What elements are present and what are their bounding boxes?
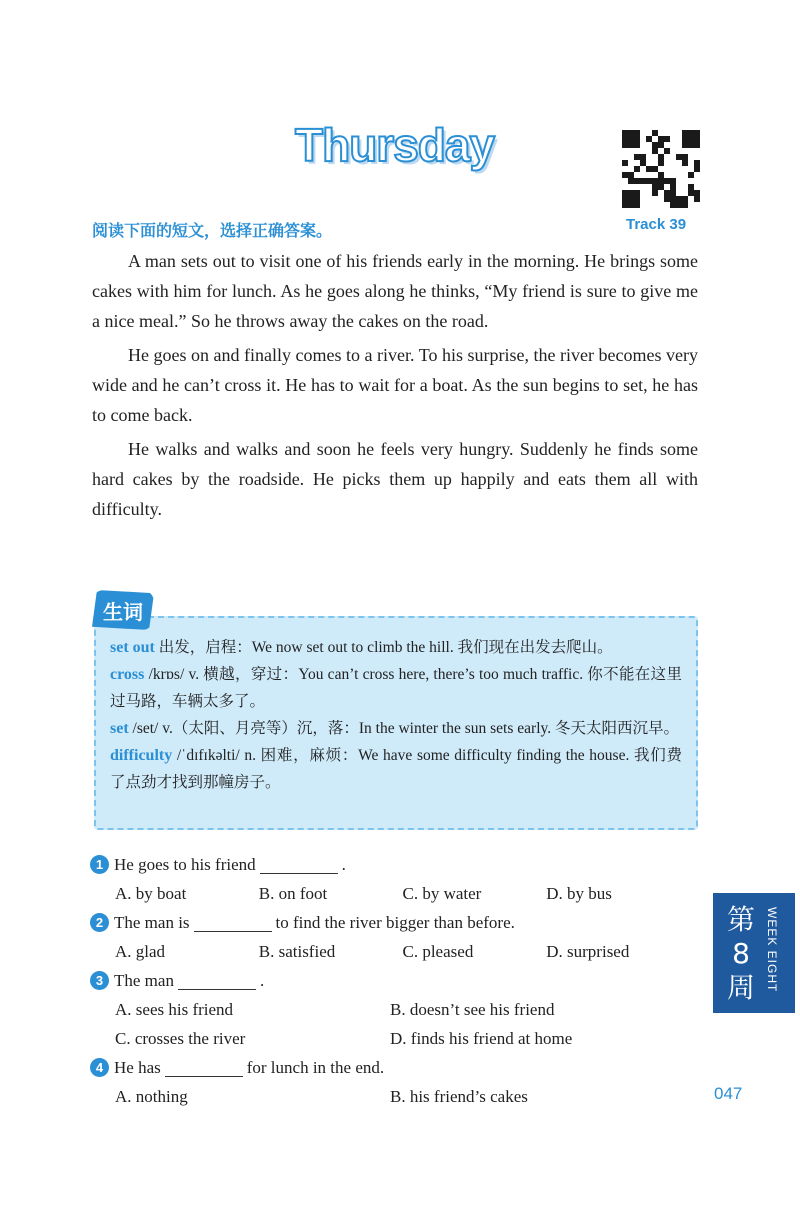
option-a[interactable]: A. sees his friend — [115, 1000, 234, 1019]
qr-code-icon[interactable] — [622, 130, 700, 208]
vocab-term: set out — [110, 639, 155, 656]
option-b[interactable]: B. his friend’s cakes — [390, 1087, 528, 1106]
question-number-badge: 3 — [90, 971, 109, 990]
option-d[interactable]: D. by bus — [546, 884, 612, 903]
track-label: Track 39 — [626, 216, 687, 233]
question-text: . — [341, 855, 346, 874]
vocab-entry — [110, 715, 682, 742]
vocabulary-box — [94, 616, 698, 830]
vocab-entry — [110, 742, 682, 796]
question-text: He has — [114, 1058, 161, 1077]
passage-paragraph: He goes on and finally comes to a river. To his surprise, the river becomes very wide and he can’t cross it. He has to wait for a boat. As the sun begins to set, he has to come back. — [92, 345, 698, 425]
option-d[interactable]: D. finds his friend at home — [390, 1029, 573, 1048]
option-d[interactable]: D. surprised — [546, 942, 630, 961]
option-b[interactable]: B. satisfied — [258, 942, 336, 961]
option-c[interactable]: C. crosses the river — [115, 1029, 246, 1048]
option-row — [90, 1024, 690, 1053]
vocab-definition: /krɒs/ v. 横越，穿过：You can’t cross here, there’s too much traffic. 你不能在这里过马路，车辆太多了。 — [110, 666, 682, 710]
vocab-definition: /set/ v.（太阳、月亮等）沉，落：In the winter the sun sets early. 冬天太阳西沉早。 — [128, 720, 679, 737]
option-row — [90, 937, 690, 966]
question-text: The man is — [114, 913, 190, 932]
option-a[interactable]: A. by boat — [115, 884, 187, 903]
question-list — [90, 850, 690, 1111]
vocab-entry — [110, 634, 682, 661]
question-stem — [90, 850, 690, 879]
vocab-term: set — [110, 720, 129, 737]
question-stem — [90, 966, 690, 995]
vocab-tag — [92, 590, 154, 630]
question-text: He goes to his friend — [114, 855, 256, 874]
reading-passage — [92, 246, 698, 528]
question-text: for lunch in the end. — [246, 1058, 385, 1077]
option-b[interactable]: B. on foot — [258, 884, 328, 903]
vocab-term: difficulty — [110, 747, 173, 764]
option-row — [90, 879, 690, 908]
vocab-definition: /ˈdɪfɪkəlti/ n. 困难，麻烦：We have some difficulty finding the house. 我们费了点劲才找到那幢房子。 — [110, 747, 682, 791]
question-stem — [90, 1053, 690, 1082]
option-row — [90, 995, 690, 1024]
option-b[interactable]: B. doesn’t see his friend — [390, 1000, 555, 1019]
week-side-tab — [713, 893, 795, 1013]
page-title: Thursday — [295, 119, 495, 171]
vocab-term: cross — [110, 666, 145, 683]
question-text: to find the river bigger than before. — [275, 913, 515, 932]
vocab-entry — [110, 661, 682, 715]
week-label-cn: 第8周 — [726, 903, 755, 1004]
page-number: 047 — [714, 1084, 743, 1103]
vocab-tag-label: 生词 — [103, 600, 143, 624]
option-a[interactable]: A. glad — [115, 942, 166, 961]
question-text: . — [259, 971, 265, 990]
passage-paragraph: He walks and walks and soon he feels very hungry. Suddenly he finds some hard cakes by the roadside. He picks them up happily and eats them all with difficulty. — [92, 439, 698, 519]
answer-blank[interactable] — [178, 972, 256, 990]
option-c[interactable]: C. pleased — [402, 942, 474, 961]
question-number-badge: 1 — [90, 855, 109, 874]
week-label-en: WEEK EIGHT — [765, 907, 779, 993]
option-c[interactable]: C. by water — [402, 884, 482, 903]
answer-blank[interactable] — [165, 1059, 243, 1077]
question-stem — [90, 908, 690, 937]
question-number-badge: 2 — [90, 913, 109, 932]
vocab-definition: 出发，启程：We now set out to climb the hill. 我们现在出发去爬山。 — [154, 639, 613, 656]
passage-paragraph: A man sets out to visit one of his friends early in the morning. He brings some cakes with him for lunch. As he goes along he thinks, “My friend is sure to give me a nice meal.” So he throws away the cakes on the road. — [92, 251, 698, 331]
answer-blank[interactable] — [260, 856, 338, 874]
question-number-badge: 4 — [90, 1058, 109, 1077]
instruction-text: 阅读下面的短文，选择正确答案。 — [92, 221, 333, 240]
question-text: The man — [114, 971, 174, 990]
option-a[interactable]: A. nothing — [115, 1087, 188, 1106]
answer-blank[interactable] — [194, 914, 272, 932]
option-row — [90, 1082, 690, 1111]
